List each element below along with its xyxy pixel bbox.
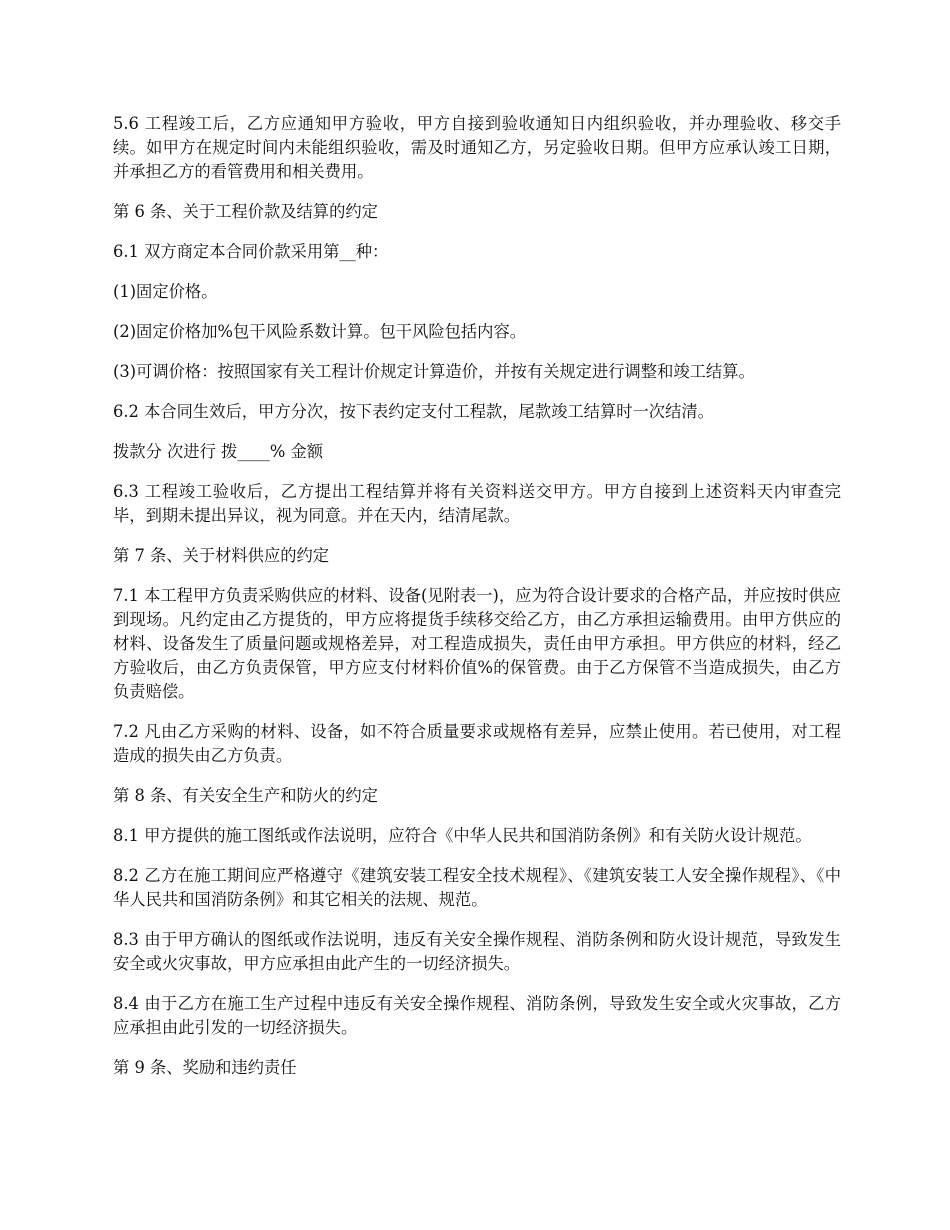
clause-6-2: 6.2 本合同生效后，甲方分次，按下表约定支付工程款，尾款竣工结算时一次结清。: [113, 402, 714, 421]
document-page: [113, 112, 841, 1096]
clause-8-2: 8.2 乙方在施工期间应严格遵守《建筑安装工程安全技术规程》、《建筑安装工人安全操作规程》、《中华人民共和国消防条例》和其它相关的法规、规范。: [113, 866, 841, 909]
clause-7-2: 7.2 凡由乙方采购的材料、设备，如不符合质量要求或规格有差异，应禁止使用。若已使用，对工程造成的损失由乙方负责。: [113, 722, 841, 765]
clause-8-3: 8.3 由于甲方确认的图纸或作法说明，违反有关安全操作规程、消防条例和防火设计规范，导致发生安全或火灾事故，甲方应承担由此产生的一切经济损失。: [113, 930, 841, 973]
option-2: (2)固定价格加%包干风险系数计算。包干风险包括内容。: [113, 322, 527, 341]
option-1: (1)固定价格。: [113, 282, 218, 301]
clause-8-1: 8.1 甲方提供的施工图纸或作法说明，应符合《中华人民共和国消防条例》和有关防火设计规范。: [113, 826, 812, 845]
article-8-heading: 第 8 条、有关安全生产和防火的约定: [113, 786, 378, 805]
clause-8-4: 8.4 由于乙方在施工生产过程中违反有关安全操作规程、消防条例，导致发生安全或火灾事故，乙方应承担由此引发的一切经济损失。: [113, 994, 841, 1037]
article-9-heading: 第 9 条、奖励和违约责任: [113, 1058, 297, 1077]
article-6-heading: 第 6 条、关于工程价款及结算的约定: [113, 202, 378, 221]
clause-5-6: 5.6 工程竣工后，乙方应通知甲方验收，甲方自接到验收通知日内组织验收，并办理验收、移交手续。如甲方在规定时间内未能组织验收，需及时通知乙方，另定验收日期。但甲方应承认竣工日期，并承担乙方的看管费用和相关费用。: [113, 114, 841, 181]
clause-6-3: 6.3 工程竣工验收后，乙方提出工程结算并将有关资料送交甲方。甲方自接到上述资料天内审查完毕，到期未提出异议，视为同意。并在天内，结清尾款。: [113, 482, 841, 525]
clause-7-1: 7.1 本工程甲方负责采购供应的材料、设备(见附表一)，应为符合设计要求的合格产品，并应按时供应到现场。凡约定由乙方提货的，甲方应将提货手续移交给乙方，由乙方承担运输费用。由甲方供应的材料、设备发生了质量问题或规格差异，对工程造成损失，责任由甲方承担。甲方供应的材料，经乙方验收后，由乙方负责保管，甲方应支付材料价值%的保管费。由于乙方保管不当造成损失，由乙方负责赔偿。: [113, 586, 841, 701]
clause-6-1: 6.1 双方商定本合同价款采用第__种：: [113, 242, 389, 261]
option-3: (3)可调价格：按照国家有关工程计价规定计算造价，并按有关规定进行调整和竣工结算。: [113, 362, 755, 381]
payment-line: 拨款分 次进行 拨____% 金额: [113, 442, 324, 461]
article-7-heading: 第 7 条、关于材料供应的约定: [113, 546, 330, 565]
